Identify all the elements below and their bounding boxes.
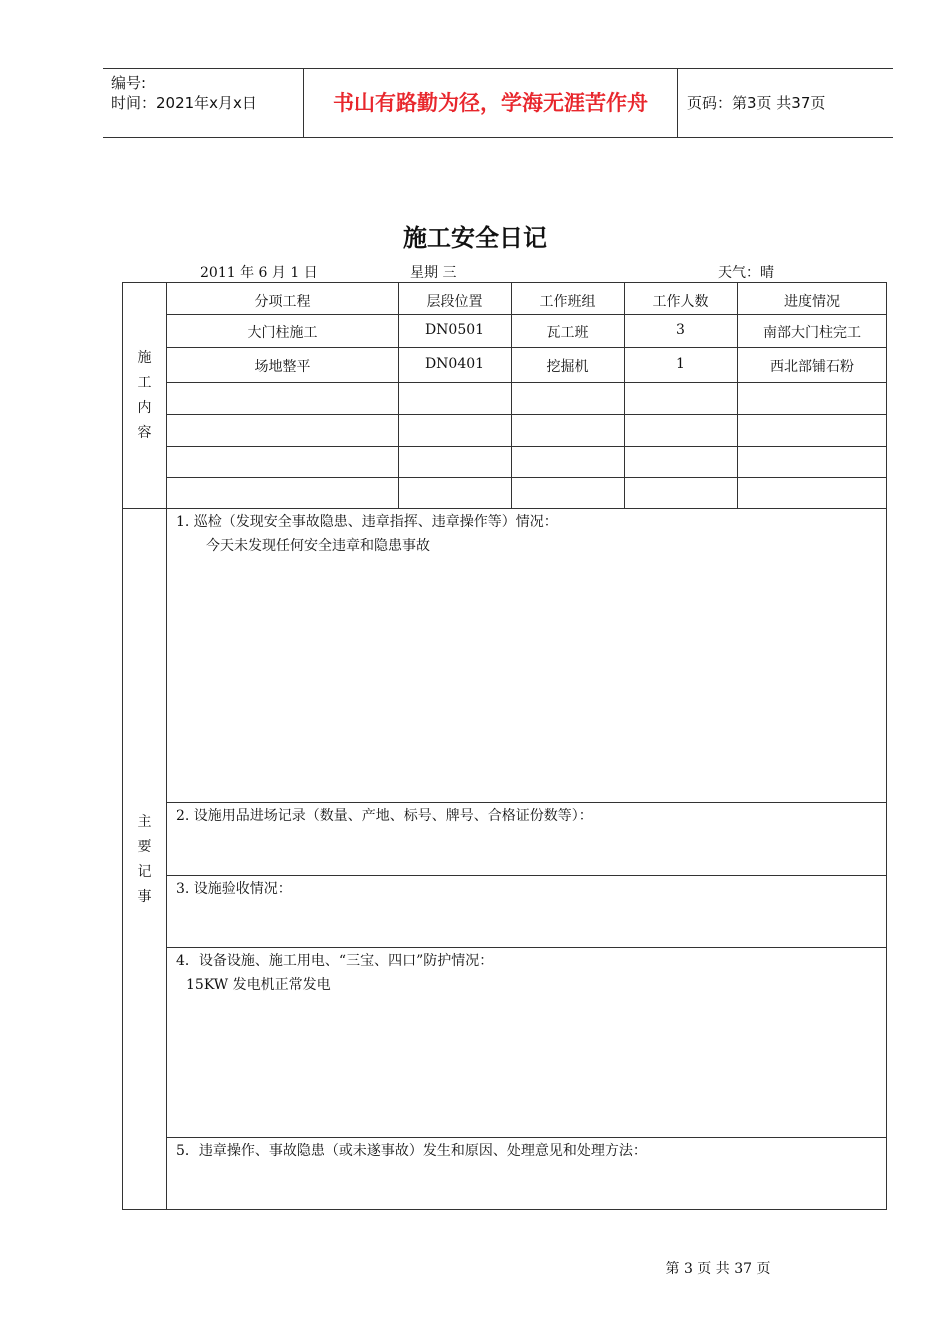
record-content: 15KW 发电机正常发电 <box>186 977 331 993</box>
record-item-2 <box>176 804 593 828</box>
record-item-1 <box>176 510 558 558</box>
table-cell: 1 <box>676 356 685 372</box>
record-title: 3. 设施验收情况： <box>176 881 292 897</box>
records-side-cell <box>122 508 167 1210</box>
grid-line <box>398 282 399 509</box>
grid-line <box>167 446 887 447</box>
record-title: 1. 巡检（发现安全事故隐患、违章指挥、违章操作等）情况： <box>176 514 558 530</box>
grid-line <box>167 314 887 315</box>
table-cell: 场地整平 <box>254 359 311 375</box>
grid-line <box>167 1137 887 1138</box>
grid-line <box>624 282 625 509</box>
header-divider <box>677 69 678 137</box>
diary-table <box>122 282 887 1210</box>
grid-line <box>167 347 887 348</box>
page-footer: 第 3 页 共 37 页 <box>665 1261 771 1277</box>
document-header <box>103 68 893 138</box>
column-header: 层段位置 <box>426 294 483 310</box>
header-page-number: 页码：第3页 共37页 <box>687 94 826 112</box>
record-content: 今天未发现任何安全违章和隐患事故 <box>206 538 430 554</box>
grid-line <box>167 947 887 948</box>
grid-line <box>167 382 887 383</box>
record-title: 4．设备设施、施工用电、“三宝、四口”防护情况： <box>176 953 494 969</box>
grid-line <box>511 282 512 509</box>
column-header: 工作人数 <box>652 294 709 310</box>
grid-line <box>167 875 887 876</box>
column-header: 工作班组 <box>539 294 596 310</box>
table-cell: DN0501 <box>424 322 485 338</box>
record-item-4 <box>176 949 493 997</box>
column-header: 分项工程 <box>254 294 311 310</box>
diary-date: 2011 年 6 月 1 日 <box>200 265 318 281</box>
grid-line <box>167 802 887 803</box>
column-header: 进度情况 <box>784 294 840 310</box>
grid-line <box>167 414 887 415</box>
time-label: 时间：2021年x月x日 <box>111 94 257 112</box>
table-cell: 瓦工班 <box>546 325 589 341</box>
table-cell: 挖掘机 <box>546 359 589 375</box>
number-label: 编号: <box>111 74 147 92</box>
header-meta <box>103 69 303 137</box>
diary-weather: 天气：晴 <box>718 265 774 281</box>
table-cell: 大门柱施工 <box>247 325 318 341</box>
header-motto: 书山有路勤为径，学海无涯苦作舟 <box>333 91 648 115</box>
table-cell: 南部大门柱完工 <box>763 325 861 341</box>
page-title: 施工安全日记 <box>403 224 547 252</box>
section-divider <box>122 508 887 509</box>
record-title: 5．违章操作、事故隐患（或未遂事故）发生和原因、处理意见和处理方法： <box>176 1143 647 1159</box>
diary-weekday: 星期 三 <box>410 265 457 281</box>
record-item-3 <box>176 877 292 901</box>
table-cell: 3 <box>676 322 685 338</box>
table-cell: 西北部铺石粉 <box>770 359 854 375</box>
grid-line <box>737 282 738 509</box>
record-title: 2. 设施用品进场记录（数量、产地、标号、牌号、合格证份数等）： <box>176 808 593 824</box>
record-item-5 <box>176 1139 647 1163</box>
construction-side-label: 施 工 内 容 <box>137 350 152 441</box>
construction-side-cell <box>122 282 167 509</box>
grid-line <box>167 477 887 478</box>
table-cell: DN0401 <box>424 356 485 372</box>
records-side-label: 主 要 记 事 <box>137 814 152 905</box>
